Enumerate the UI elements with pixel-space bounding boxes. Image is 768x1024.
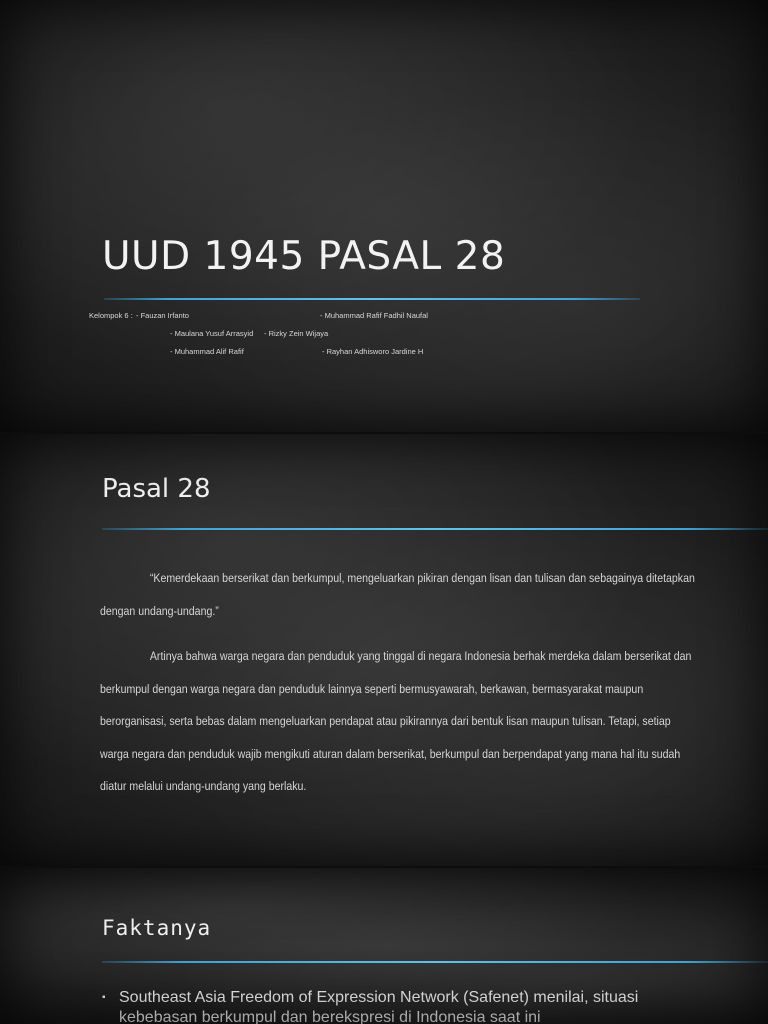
fact-text: Southeast Asia Freedom of Expression Network (Safenet) menilai, situasi kebebasan berkumpul dan berekspresi di Indonesia saat ini bbox=[119, 989, 639, 1024]
title-divider bbox=[104, 298, 640, 300]
title-divider bbox=[102, 528, 768, 530]
list-item bbox=[100, 988, 660, 1024]
presentation-title: UUD 1945 PASAL 28 bbox=[102, 234, 506, 279]
member-name: - Rayhan Adhisworo Jardine H bbox=[322, 347, 424, 356]
article-explanation: Artinya bahwa warga negara dan penduduk yang tinggal di negara Indonesia berhak merdeka dalam berserikat dan berkumpul dengan warga negara dan penduduk lainnya seperti bermusyawarah, berkawan, bermasyarakat maupun berorganisasi, serta bebas dalam mengeluarkan pendapat atau pikirannya dari bentuk lisan maupun tulisan. Tetapi, setiap warga negara dan penduduk wajib mengikuti aturan dalam berserikat, berkumpul dan berpendapat yang mana hal itu sudah diatur melalui undang-undang yang berlaku. bbox=[100, 649, 692, 793]
member-name: - Muhammad Alif Rafif bbox=[170, 347, 244, 356]
member-name: - Muhammad Rafif Fadhil Naufal bbox=[320, 311, 428, 320]
group-label: Kelompok 6 : bbox=[89, 311, 133, 320]
pasal-slide bbox=[0, 434, 768, 866]
article-quote: “Kemerdekaan berserikat dan berkumpul, mengeluarkan pikiran dengan lisan dan tulisan dan sebagainya ditetapkan dengan undang-undang.” bbox=[100, 571, 695, 618]
member-name: - Rizky Zein Wijaya bbox=[264, 329, 329, 338]
title-slide bbox=[0, 0, 768, 432]
member-name: - Fauzan Irfanto bbox=[136, 311, 189, 320]
fakta-slide bbox=[0, 868, 768, 1024]
title-divider bbox=[102, 961, 768, 963]
bullet-square-icon: ▪ bbox=[102, 992, 106, 1003]
slide-title: Pasal 28 bbox=[102, 474, 211, 504]
member-name: - Maulana Yusuf Arrasyid bbox=[170, 329, 254, 338]
slide-title: Faktanya bbox=[102, 916, 212, 940]
fact-list bbox=[100, 988, 660, 1024]
